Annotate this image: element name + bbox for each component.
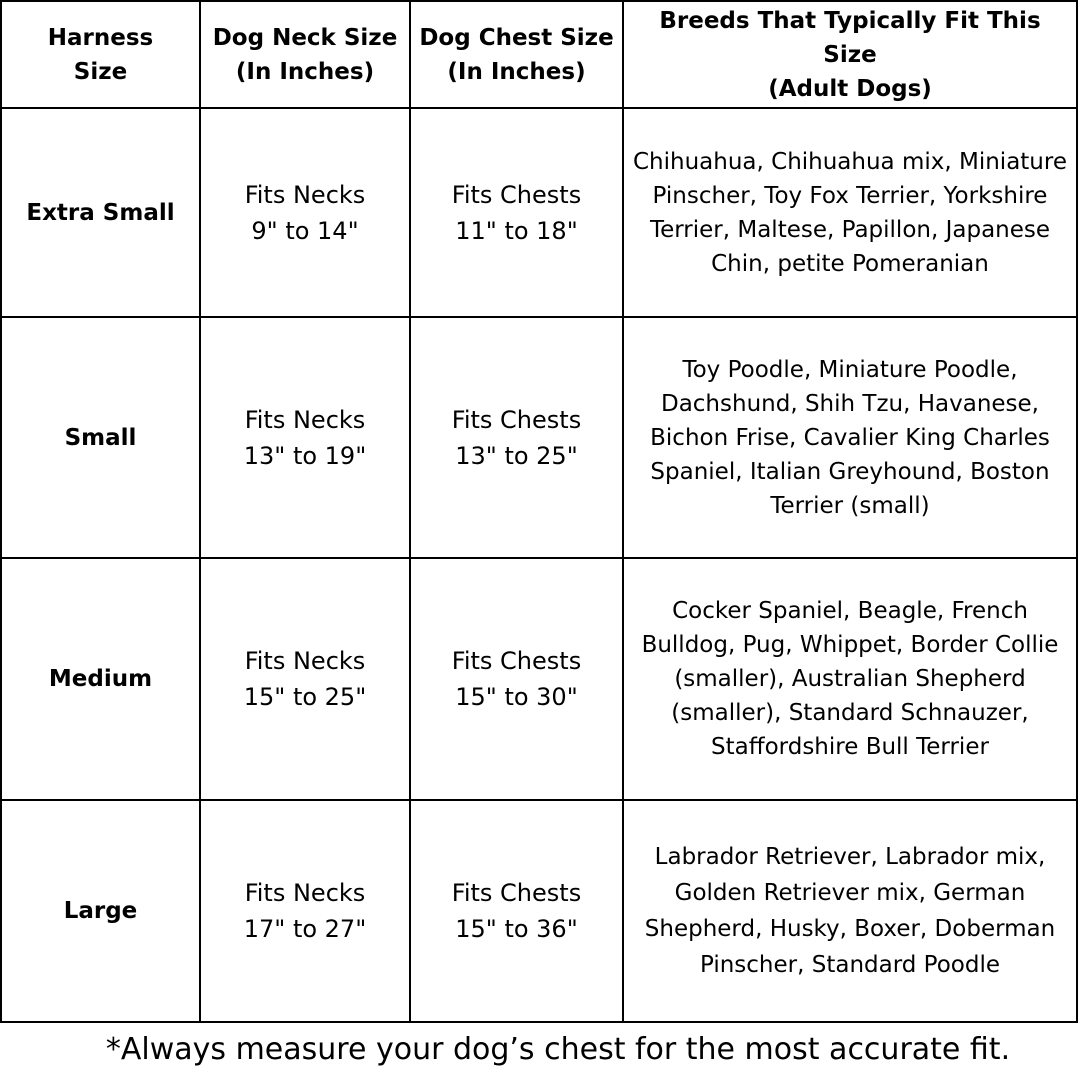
header-breeds — [623, 1, 1077, 108]
neck-range-cell — [200, 317, 410, 558]
breeds-cell: Toy Poodle, Miniature Poodle, Dachshund, Shih Tzu, Havanese, Bichon Frise, Cavalier King Charles Spaniel, Italian Greyhound, Boston Terrier (small) — [623, 317, 1077, 558]
breeds-cell: Labrador Retriever, Labrador mix, Golden Retriever mix, German Shepherd, Husky, Boxer, Doberman Pinscher, Standard Poodle — [623, 800, 1077, 1022]
size-cell: Large — [1, 800, 200, 1022]
range-label: Fits Chests — [451, 879, 582, 907]
range-label: Fits Necks — [244, 647, 366, 675]
range-value: 15" to 36" — [455, 915, 578, 943]
table-row — [1, 800, 1077, 1022]
chest-range-cell — [410, 558, 623, 800]
table-row — [1, 558, 1077, 800]
range-value: 15" to 30" — [455, 683, 578, 711]
size-cell: Medium — [1, 558, 200, 800]
range-value: 13" to 19" — [243, 441, 367, 470]
range-label: Fits Chests — [451, 647, 582, 675]
range-label: Fits Necks — [244, 180, 366, 209]
breeds-cell: Cocker Spaniel, Beagle, French Bulldog, Pug, Whippet, Border Collie (smaller), Australian Shepherd (smaller), Standard Schnauzer, Staffordshire Bull Terrier — [623, 558, 1077, 800]
size-cell: Extra Small — [1, 108, 200, 317]
header-neck-size — [200, 1, 410, 108]
chest-range-cell — [410, 108, 623, 317]
range-label: Fits Chests — [451, 405, 582, 434]
range-label: Fits Chests — [451, 180, 582, 209]
range-value: 15" to 25" — [243, 683, 367, 711]
header-harness-size — [1, 1, 200, 108]
header-chest-size — [410, 1, 623, 108]
range-value: 9" to 14" — [251, 216, 359, 245]
range-value: 17" to 27" — [243, 915, 367, 943]
header-line: Harness — [47, 24, 154, 51]
table-row — [1, 317, 1077, 558]
header-line: (Adult Dogs) — [768, 75, 932, 102]
range-label: Fits Necks — [244, 405, 366, 434]
breeds-cell: Chihuahua, Chihuahua mix, Miniature Pinscher, Toy Fox Terrier, Yorkshire Terrier, Maltese, Papillon, Japanese Chin, petite Pomeranian — [623, 108, 1077, 317]
table-row — [1, 108, 1077, 317]
chest-range-cell — [410, 317, 623, 558]
neck-range-cell — [200, 800, 410, 1022]
chest-range-cell — [410, 800, 623, 1022]
header-line: Dog Neck Size — [212, 24, 398, 51]
range-value: 13" to 25" — [455, 441, 578, 470]
neck-range-cell — [200, 108, 410, 317]
neck-range-cell — [200, 558, 410, 800]
footnote: *Always measure your dog’s chest for the most accurate fit. — [105, 1032, 1011, 1067]
range-label: Fits Necks — [244, 879, 366, 907]
range-value: 11" to 18" — [455, 216, 578, 245]
header-row — [1, 1, 1077, 108]
header-line: Size — [73, 58, 128, 85]
header-line: (In Inches) — [235, 58, 375, 85]
header-line: (In Inches) — [447, 58, 586, 85]
size-cell: Small — [1, 317, 200, 558]
header-line: Breeds That Typically Fit This Size — [659, 7, 1041, 68]
header-line: Dog Chest Size — [419, 24, 614, 51]
